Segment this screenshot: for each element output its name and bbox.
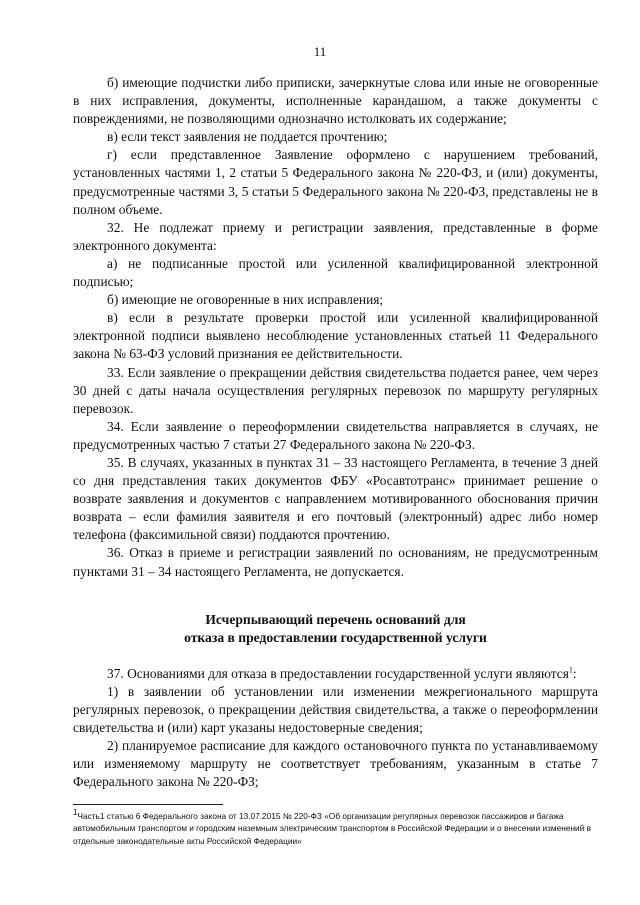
- section-heading: [73, 611, 598, 647]
- footnote-text: Часть1 статью 6 Федерального закона от 13.07.2015 № 220-ФЗ «Об организации регулярных перевозок пассажиров и багажа автомобильным транспортом и городским наземным электрическим транспортом в Российской Федерации и о внесении изменений в отдельные законодательные акты Российской Федерации»: [73, 811, 592, 846]
- paragraph-32: 32. Не подлежат приему и регистрации заявления, представленные в форме электронного документа:: [73, 219, 598, 253]
- paragraph-31b: б) имеющие подчистки либо приписки, зачеркнутые слова или иные не оговоренные в них исправления, документы, исполненные карандашом, а также документы с повреждениями, не позволяющими однозначно истолковать их содержание;: [73, 75, 598, 127]
- paragraph-37-text: 37. Основаниями для отказа в предоставлении государственной услуги являются: [107, 665, 569, 681]
- paragraph-37-item-2: 2) планируемое расписание для каждого остановочного пункта по устанавливаемому или изменяемому маршруту не соответствует требованиям, указанным в статье 7 Федерального закона № 220-ФЗ;: [73, 738, 598, 790]
- paragraph-37: [73, 665, 598, 683]
- paragraph-32a: а) не подписанные простой или усиленной квалифицированной электронной подписью;: [73, 255, 598, 290]
- section-heading-line-1: Исчерпывающий перечень оснований для: [205, 611, 466, 627]
- page-number: 11: [313, 44, 327, 59]
- paragraph-31g: г) если представленное Заявление оформлено с нарушением требований, установленных частями 1, 2 статьи 5 Федерального закона № 220-ФЗ, и (или) документы, предусмотренные частями 3, 5 статьи 5 Федерального закона № 220-ФЗ, представлены не в полном объеме.: [73, 147, 598, 217]
- paragraph-35: 35. В случаях, указанных в пунктах 31 – 33 настоящего Регламента, в течение 3 дней со дня представления таких документов ФБУ «Росавтотранс» принимает решение о возврате заявления и документов с направлением мотивированного обоснования причин возврата – если фамилия заявителя и его почтовый (электронный) адрес либо номер телефона (факсимильной связи) поддаются прочтению.: [73, 454, 598, 543]
- paragraph-37-item-1: 1) в заявлении об установлении или изменении межрегионального маршрута регулярных перевозок, о прекращении действия свидетельства, а также о переоформлении свидетельства и (или) карт указаны недостоверные сведения;: [73, 683, 598, 735]
- paragraph-32b: б) имеющие не оговоренные в них исправления;: [107, 292, 384, 308]
- section-heading-line-2: отказа в предоставлении государственной услуги: [184, 629, 487, 645]
- paragraph-36: 36. Отказ в приеме и регистрации заявлений по основаниям, не предусмотренным пунктами 31 – 34 настоящего Регламента, не допускается.: [73, 545, 598, 579]
- document-body: [73, 74, 598, 791]
- paragraph-34: 34. Если заявление о переоформлении свидетельства направляется в случаях, не предусмотренных частью 7 статьи 27 Федерального закона № 220-ФЗ.: [73, 418, 598, 452]
- footnote: [73, 810, 603, 847]
- footnote-reference[interactable]: 1: [568, 665, 573, 675]
- paragraph-37-colon: :: [572, 665, 577, 681]
- paragraph-33: 33. Если заявление о прекращении действия свидетельства подается ранее, чем через 30 дней с даты начала осуществления регулярных перевозок по маршруту регулярных перевозок.: [73, 364, 598, 416]
- paragraph-31v: в) если текст заявления не поддается прочтению;: [107, 129, 388, 145]
- footnote-mark: 1: [73, 808, 78, 818]
- paragraph-32v: в) если в результате проверки простой или усиленной квалифицированной электронной подписи выявлено несоблюдение установленных статьей 11 Федерального закона № 63-ФЗ условий признания ее действительности.: [73, 310, 598, 362]
- footnote-separator: [73, 804, 223, 805]
